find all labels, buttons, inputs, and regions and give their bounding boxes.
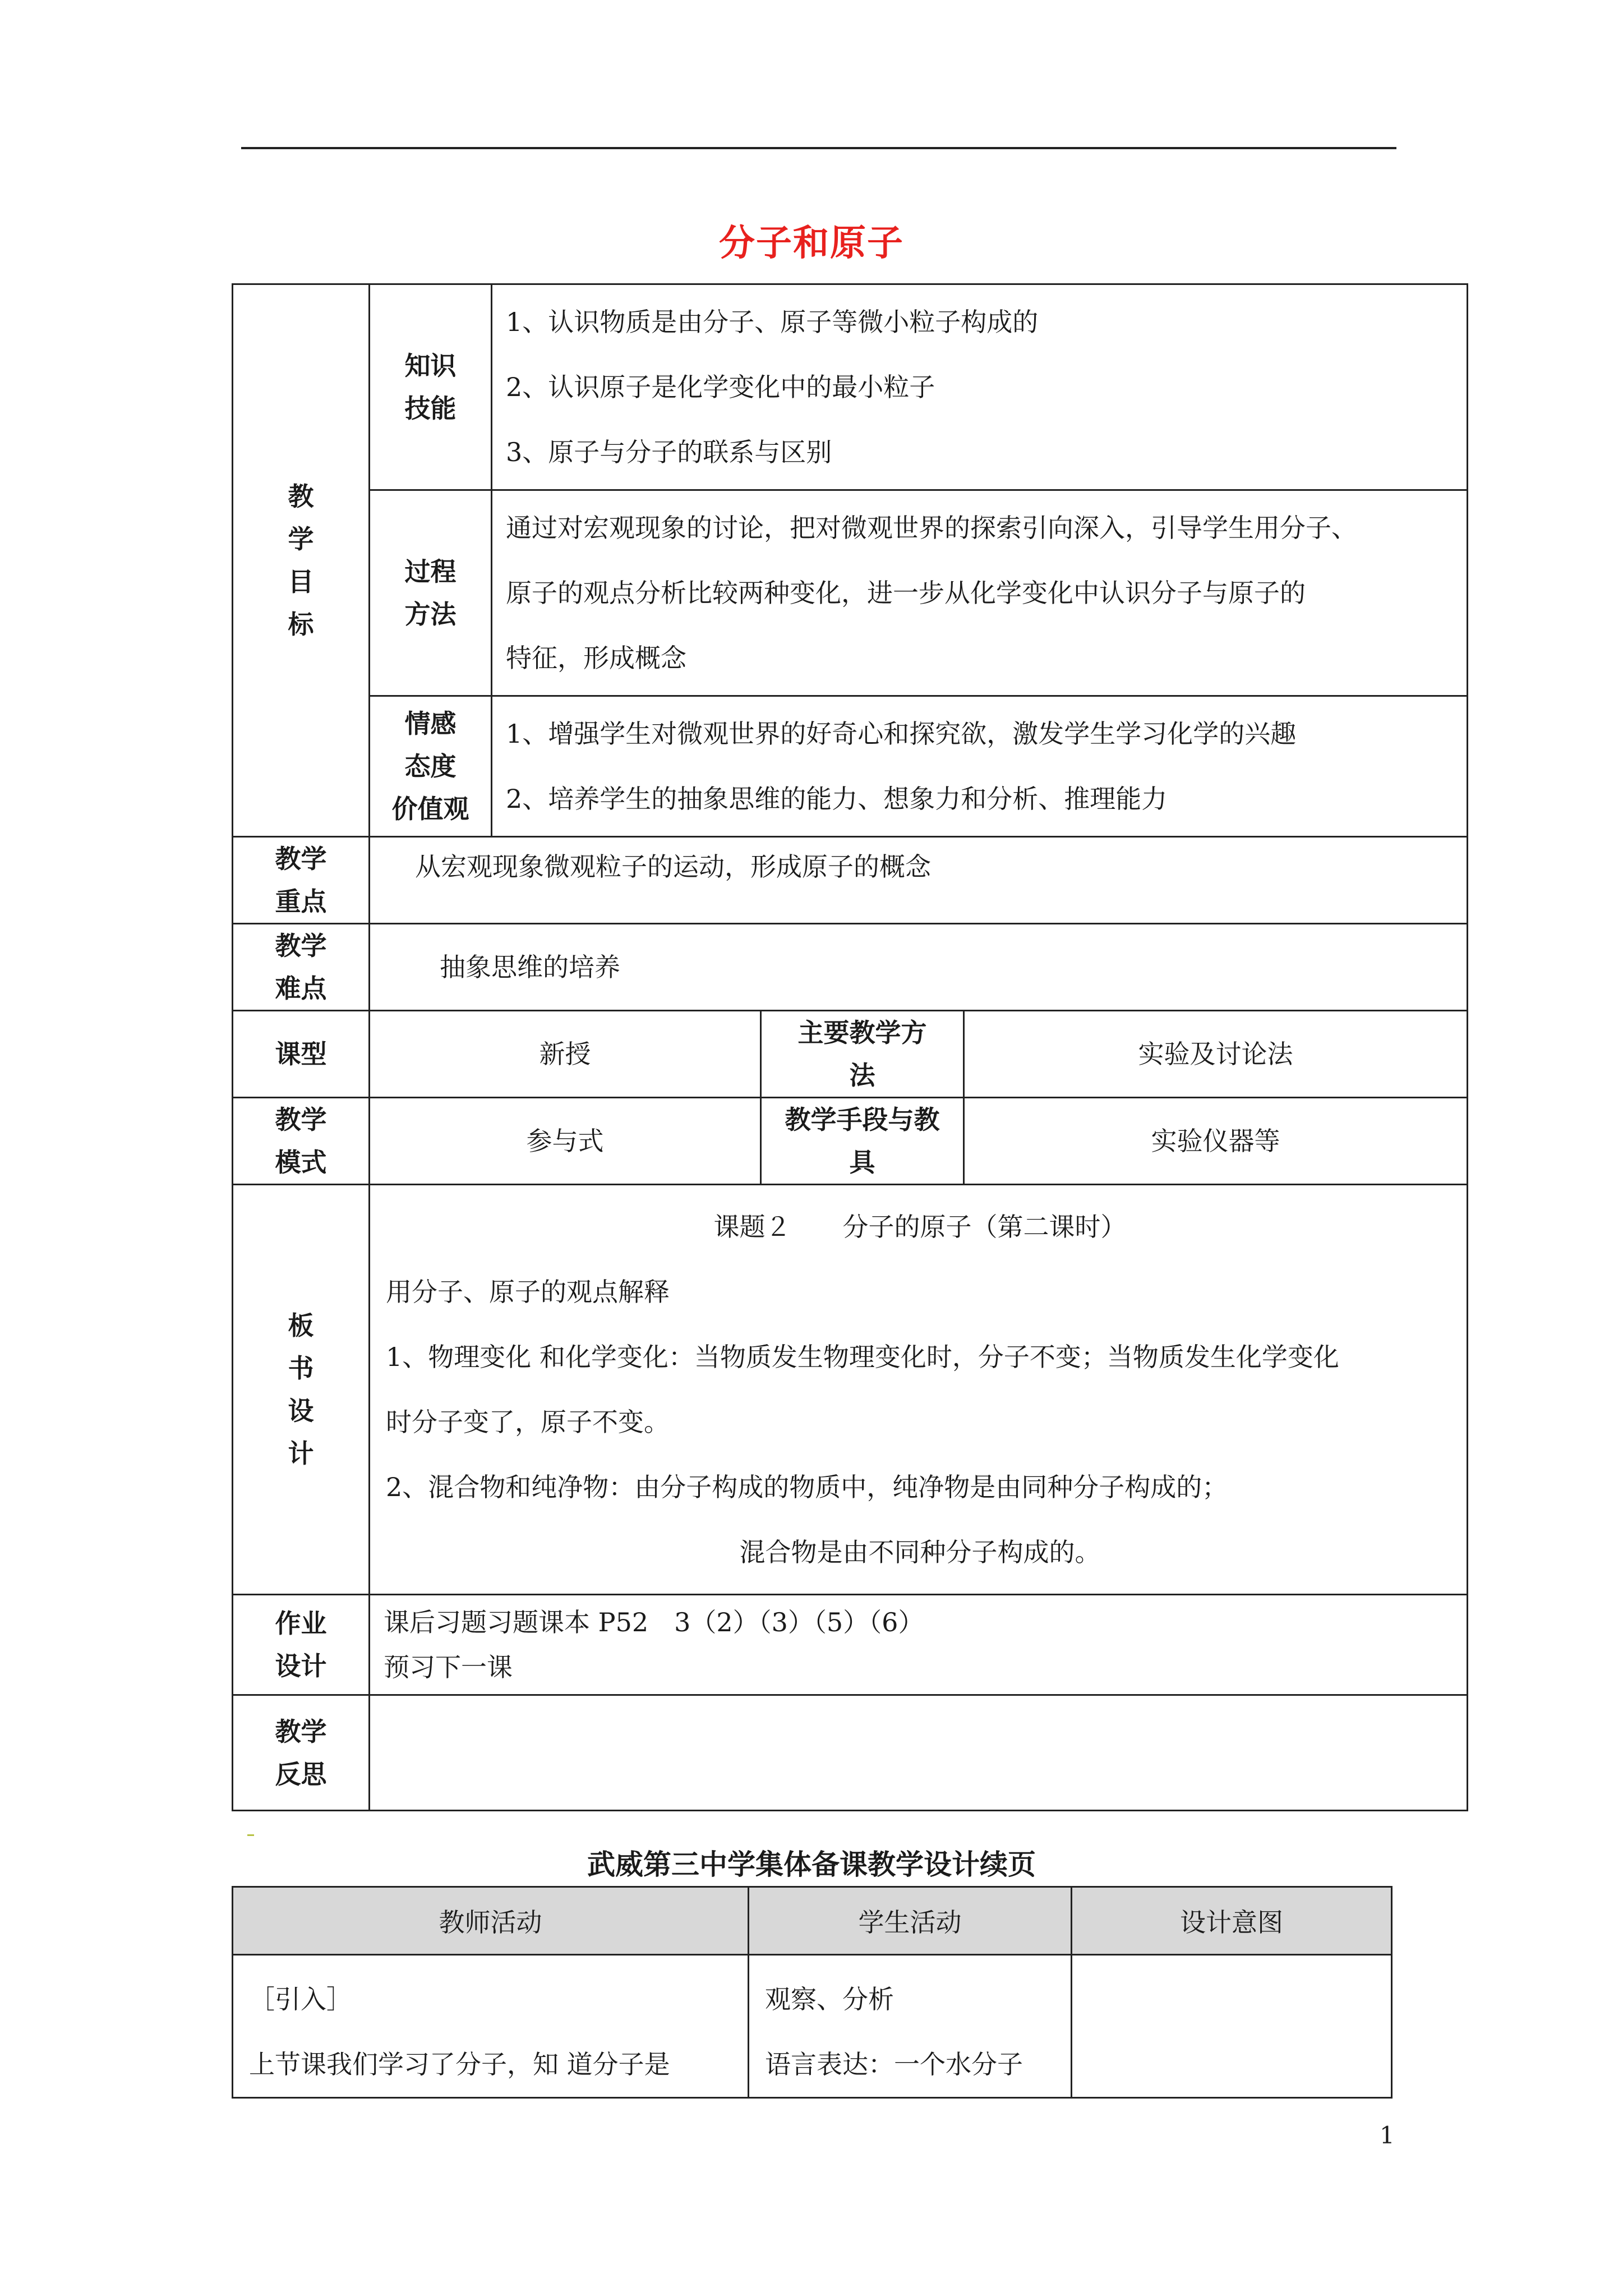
knowledge-label: 知识 技能 xyxy=(370,284,492,490)
teacher-activity-cell: ［引入］ 上节课我们学习了分子，知 道分子是 xyxy=(233,1955,749,2098)
method-value: 实验及讨论法 xyxy=(964,1011,1468,1098)
margin-mark xyxy=(247,1834,254,1836)
emotion-content: 1、增强学生对微观世界的好奇心和探究欲，激发学生学习化学的兴趣 2、培养学生的抽象思维的能力、想象力和分析、推理能力 xyxy=(492,696,1468,837)
homework-content: 课后习题习题课本 P52 3（2）（3）（5）（6） 预习下一课 xyxy=(370,1595,1468,1695)
means-label: 教学手段与教 具 xyxy=(761,1098,964,1185)
design-intent-header: 设计意图 xyxy=(1072,1887,1392,1955)
difficulty-content: 抽象思维的培养 xyxy=(370,924,1468,1011)
difficulty-label: 教学 难点 xyxy=(233,924,370,1011)
homework-label: 作业 设计 xyxy=(233,1595,370,1695)
reflection-label: 教学 反思 xyxy=(233,1695,370,1811)
board-p1-line2: 时分子变了，原子不变。 xyxy=(386,1407,670,1437)
process-label: 过程 方法 xyxy=(370,490,492,696)
board-content xyxy=(370,1185,1468,1595)
header-rule xyxy=(241,147,1396,149)
process-content: 通过对宏观现象的讨论，把对微观世界的探索引向深入，引导学生用分子、 原子的观点分析比较两种变化，进一步从化学变化中认识分子与原子的 特征，形成概念 xyxy=(492,490,1468,696)
board-p2: 2、混合物和纯净物：由分子构成的物质中，纯净物是由同种分子构成的； xyxy=(386,1472,1228,1502)
board-heading: 课题２ 分子的原子（第二课时） xyxy=(713,1212,1127,1242)
board-intro: 用分子、原子的观点解释 xyxy=(386,1277,670,1307)
key-point-content: 从宏观现象微观粒子的运动，形成原子的概念 xyxy=(370,837,1468,924)
teaching-mode-value: 参与式 xyxy=(370,1098,761,1185)
lesson-type-label: 课型 xyxy=(233,1011,370,1098)
teacher-activity-header: 教师活动 xyxy=(233,1887,749,1955)
lesson-type-value: 新授 xyxy=(370,1011,761,1098)
page-number: 1 xyxy=(1380,2122,1395,2149)
board-p1-line1: 1、物理变化 和化学变化：当物质发生物理变化时，分子不变；当物质发生化学变化 xyxy=(386,1342,1339,1372)
means-value: 实验仪器等 xyxy=(964,1098,1468,1185)
method-label: 主要教学方 法 xyxy=(761,1011,964,1098)
lesson-plan-table xyxy=(232,283,1468,1811)
page-title: 分子和原子 xyxy=(719,222,904,264)
emotion-label: 情感 态度 价值观 xyxy=(370,696,492,837)
reflection-content xyxy=(370,1695,1468,1811)
board-p2-cont: 混合物是由不同种分子构成的。 xyxy=(739,1537,1101,1567)
continuation-title: 武威第三中学集体备课教学设计续页 xyxy=(587,1848,1036,1881)
student-activity-header: 学生活动 xyxy=(749,1887,1072,1955)
design-intent-cell xyxy=(1072,1955,1392,2098)
teaching-mode-label: 教学 模式 xyxy=(233,1098,370,1185)
student-activity-cell: 观察、分析 语言表达：一个水分子 xyxy=(749,1955,1072,2098)
knowledge-content: 1、认识物质是由分子、原子等微小粒子构成的 2、认识原子是化学变化中的最小粒子 3、原子与分子的联系与区别 xyxy=(492,284,1468,490)
board-label: 板 书 设 计 xyxy=(233,1185,370,1595)
key-point-label: 教学 重点 xyxy=(233,837,370,924)
objectives-label: 教 学 目 标 xyxy=(233,284,370,837)
continuation-table xyxy=(232,1886,1393,2099)
